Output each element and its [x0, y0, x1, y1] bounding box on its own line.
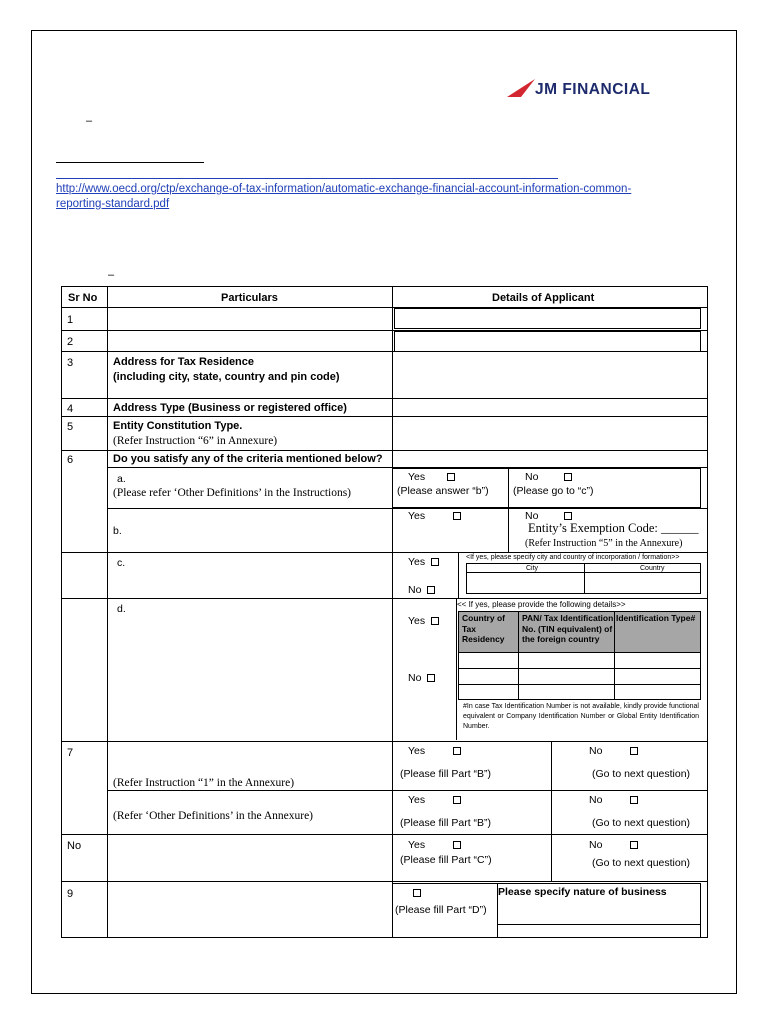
row-1-input[interactable] — [394, 308, 701, 329]
no-label: No — [589, 839, 603, 851]
col-divider-details — [392, 286, 393, 938]
header-details: Details of Applicant — [492, 292, 595, 304]
checkbox-icon[interactable] — [427, 586, 435, 594]
checkbox-icon[interactable] — [630, 796, 638, 804]
yes-label: Yes — [408, 510, 426, 522]
row-7-sub1-no-note: (Go to next question) — [592, 768, 691, 780]
row-divider — [61, 398, 708, 399]
row-divider — [61, 450, 708, 451]
col-divider — [551, 834, 552, 881]
row-7-sub2-yes-note: (Please fill Part “B”) — [400, 817, 492, 829]
row-3-no: 3 — [67, 357, 74, 369]
checkbox-icon[interactable] — [447, 473, 455, 481]
checkbox-icon[interactable] — [630, 747, 638, 755]
row-divider — [458, 652, 701, 653]
row-6d-letter: d. — [117, 603, 126, 615]
signature-line — [56, 162, 204, 163]
checkbox-icon[interactable] — [453, 841, 461, 849]
exemption-code: Entity’s Exemption Code: ______ — [528, 521, 699, 535]
row-8-yes[interactable] — [408, 838, 461, 852]
row-divider — [61, 598, 708, 599]
dash-mark-2: – — [108, 269, 115, 281]
company-logo-text: JM FINANCIAL — [535, 81, 651, 98]
checkbox-icon[interactable] — [630, 841, 638, 849]
row-9-nature-label: Please specify nature of business — [498, 886, 667, 898]
row-6a-text: (Please refer ‘Other Definitions’ in the Instructions) — [113, 487, 352, 499]
yes-label: Yes — [408, 794, 426, 806]
row-6b-yes[interactable] — [408, 509, 461, 523]
col-country: Country — [640, 565, 665, 572]
row-7-no: 7 — [67, 747, 74, 759]
row-4-label: Address Type (Business or registered office) — [113, 402, 347, 414]
yes-label: Yes — [408, 556, 426, 568]
tin-footnote: #In case Tax Identification Number is not available, kindly provide functional equivalent or Company Identification Number or Global Entity Identification Number. — [463, 703, 699, 730]
no-label: No — [408, 584, 422, 596]
row-7-sub1-text: (Refer Instruction “1” in the Annexure) — [113, 777, 295, 789]
col-divider — [551, 741, 552, 834]
checkbox-icon[interactable] — [427, 674, 435, 682]
yes-label: Yes — [408, 471, 426, 483]
checkbox-icon[interactable] — [413, 889, 421, 897]
row-divider — [61, 881, 708, 882]
col-divider — [508, 468, 509, 508]
yes-label: Yes — [408, 745, 426, 757]
checkbox-icon[interactable] — [453, 512, 461, 520]
row-5-no: 5 — [67, 421, 74, 433]
oecd-link-line1[interactable]: http://www.oecd.org/ctp/exchange-of-tax-information/automatic-exchange-financial-account-information-common- — [56, 183, 632, 195]
col-divider — [614, 611, 615, 700]
row-9-no: 9 — [67, 888, 74, 900]
row-divider — [61, 416, 708, 417]
dash-mark: – — [86, 115, 93, 127]
jm-financial-logo-icon — [505, 77, 539, 99]
row-5-label-2: (Refer Instruction “6” in Annexure) — [113, 435, 278, 447]
row-6d-note: << If yes, please provide the following details>> — [457, 600, 626, 609]
checkbox-icon[interactable] — [564, 512, 572, 520]
col-divider — [458, 552, 459, 598]
row-7-sub2-no[interactable] — [589, 793, 638, 807]
row-divider — [497, 924, 701, 925]
row-6c-no[interactable] — [408, 583, 435, 597]
col-city: City — [526, 565, 539, 572]
row-7-sub2-no-note: (Go to next question) — [592, 817, 691, 829]
col-divider — [456, 598, 457, 740]
col-divider — [518, 611, 519, 700]
row-6a-yes[interactable] — [408, 470, 455, 484]
checkbox-icon[interactable] — [453, 747, 461, 755]
yes-label: Yes — [408, 839, 426, 851]
no-label: No — [589, 745, 603, 757]
row-divider — [458, 684, 701, 685]
row-8-no[interactable] — [589, 838, 638, 852]
col-divider — [584, 563, 585, 594]
row-4-no: 4 — [67, 403, 74, 415]
no-label: No — [408, 672, 422, 684]
row-7-sub2-yes[interactable] — [408, 793, 461, 807]
checkbox-icon[interactable] — [431, 617, 439, 625]
row-6-no: 6 — [67, 454, 74, 466]
exemption-ref: (Refer Instruction “5” in the Annexure) — [525, 538, 683, 549]
col-country-residency: Country of Tax Residency — [462, 613, 505, 644]
row-6d-no[interactable] — [408, 671, 435, 685]
col-identification-type: Identification Type# — [616, 613, 696, 623]
checkbox-icon[interactable] — [453, 796, 461, 804]
checkbox-icon[interactable] — [431, 558, 439, 566]
row-8-no: No — [67, 840, 82, 852]
row-6a-yes-note: (Please answer “b”) — [397, 485, 489, 497]
checkbox-icon[interactable] — [564, 473, 572, 481]
row-2-no: 2 — [67, 336, 74, 348]
no-label: No — [589, 794, 603, 806]
row-7-sub1-yes[interactable] — [408, 744, 461, 758]
no-label: No — [525, 471, 539, 483]
row-6a-no[interactable] — [525, 470, 572, 484]
row-6b-letter: b. — [113, 525, 122, 537]
row-divider — [61, 741, 708, 742]
row-9-fill-note: (Please fill Part “D”) — [395, 904, 487, 916]
row-divider — [61, 834, 708, 835]
col-divider-sr — [107, 286, 108, 938]
row-divider — [107, 790, 708, 791]
row-3-label-1: Address for Tax Residence — [113, 356, 255, 368]
yes-label: Yes — [408, 615, 426, 627]
col-divider — [508, 508, 509, 552]
row-6a-letter: a. — [117, 473, 126, 485]
row-6c-yes[interactable] — [408, 555, 439, 569]
row-8-yes-note: (Please fill Part “C”) — [400, 854, 492, 866]
header-particulars: Particulars — [221, 292, 278, 304]
col-pan-tin: PAN/ Tax Identification No. (TIN equivalent) of the foreign country — [522, 613, 614, 644]
row-3-label-2: (including city, state, country and pin code) — [113, 371, 340, 383]
row-7-sub2-text: (Refer ‘Other Definitions’ in the Annexure) — [113, 810, 314, 822]
row-6-label: Do you satisfy any of the criteria mentioned below? — [113, 453, 383, 465]
row-8-no-note: (Go to next question) — [592, 857, 691, 869]
header-sr-no: Sr No — [68, 292, 98, 304]
row-6a-no-note: (Please go to “c”) — [513, 485, 594, 497]
row-6d-yes[interactable] — [408, 614, 439, 628]
row-5-label-1: Entity Constitution Type. — [113, 420, 243, 432]
row-2-input[interactable] — [394, 331, 701, 352]
row-divider — [458, 668, 701, 669]
row-divider — [61, 351, 708, 352]
blue-rule — [56, 178, 558, 179]
row-7-sub1-yes-note: (Please fill Part “B”) — [400, 768, 492, 780]
row-6c-letter: c. — [117, 557, 126, 569]
row-6c-note: <If yes, please specify city and country of incorporation / formation>> — [466, 554, 680, 561]
oecd-link-line2[interactable]: reporting-standard.pdf — [56, 198, 170, 210]
row-7-sub1-no[interactable] — [589, 744, 638, 758]
no-label: No — [525, 510, 539, 522]
row-1-no: 1 — [67, 314, 74, 326]
